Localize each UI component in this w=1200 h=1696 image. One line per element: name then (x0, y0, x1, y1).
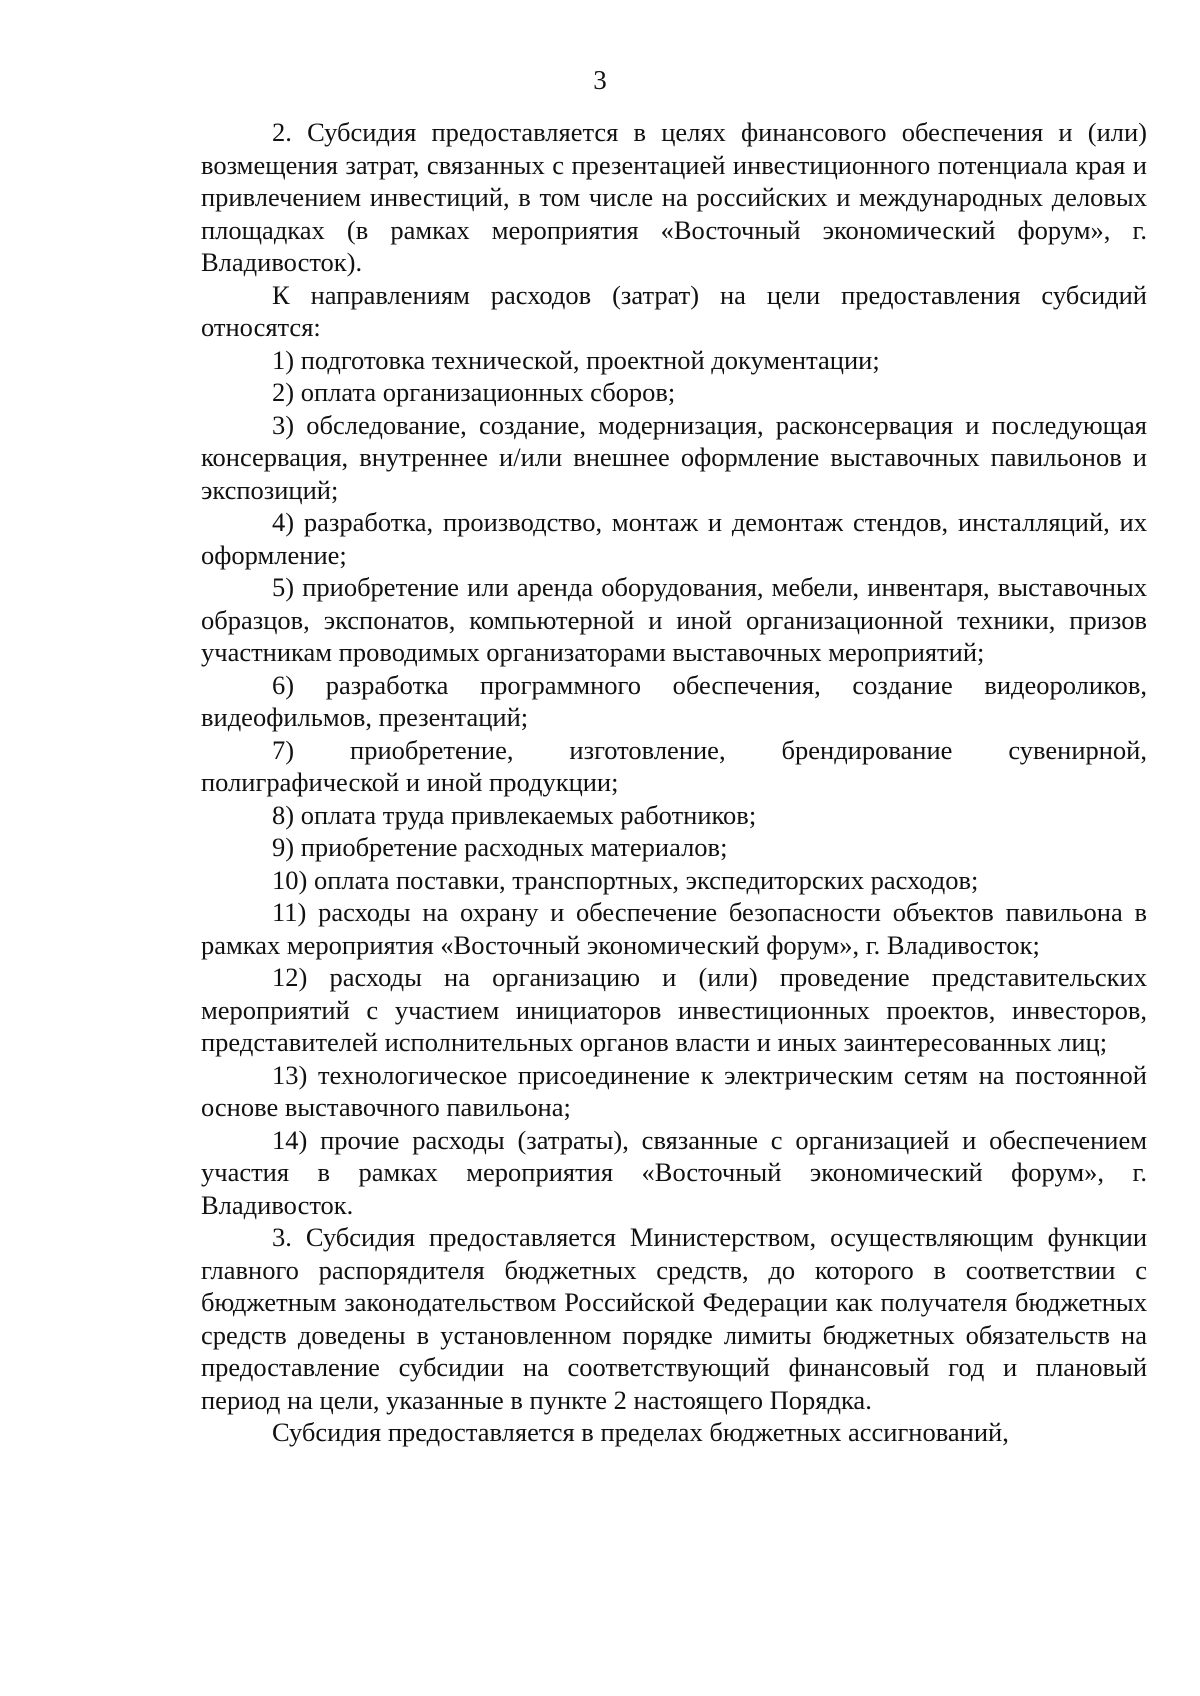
paragraph-subsidy-limits: Субсидия предоставляется в пределах бюджетных ассигнований, (272, 1417, 1009, 1447)
list-item-6: 6) разработка программного обеспечения, создание видеороликов, видеофильмов, презентаций; (201, 669, 1147, 732)
document-body (201, 116, 1147, 1449)
list-item-9: 9) приобретение расходных материалов; (272, 832, 728, 862)
list-item-5: 5) приобретение или аренда оборудования, мебели, инвентаря, выставочных образцов, экспонатов, компьютерной и иной организационной техники, призов участникам проводимых организаторами выставочных мероприятий; (201, 572, 1147, 667)
list-item-13: 13) технологическое присоединение к электрическим сетям на постоянной основе выставочного павильона; (201, 1059, 1147, 1122)
paragraph-subsidy-purpose: 2. Субсидия предоставляется в целях финансового обеспечения и (или) возмещения затрат, связанных с презентацией инвестиционного потенциала края и привлечением инвестиций, в том числе на российских и международных деловых площадках (в рамках мероприятия «Восточный экономический форум», г. Владивосток). (201, 117, 1147, 277)
list-item-4: 4) разработка, производство, монтаж и демонтаж стендов, инсталляций, их оформление; (201, 507, 1147, 570)
list-item-10: 10) оплата поставки, транспортных, экспедиторских расходов; (272, 864, 979, 895)
list-item-12: 12) расходы на организацию и (или) проведение представительских мероприятий с участием инициаторов инвестиционных проектов, инвесторов, представителей исполнительных органов власти и иных заинтересованных лиц; (201, 962, 1147, 1057)
page-number: 3 (593, 65, 607, 95)
list-item-3: 3) обследование, создание, модернизация, расконсервация и последующая консервация, внутреннее и/или внешнее оформление выставочных павильонов и экспозиций; (201, 409, 1147, 505)
list-item-14: 14) прочие расходы (затраты), связанные с организацией и обеспечением участия в рамках мероприятия «Восточный экономический форум», г. Владивосток. (201, 1124, 1147, 1220)
paragraph-expense-directions: К направлениям расходов (затрат) на цели предоставления субсидий относятся: (201, 279, 1147, 342)
paragraph-subsidy-ministry: 3. Субсидия предоставляется Министерством, осуществляющим функции главного распорядителя бюджетных средств, до которого в соответствии с бюджетным законодательством Российской Федерации как получателя бюджетных средств доведены в установленном порядке лимиты бюджетных обязательств на предоставление субсидии на соответствующий финансовый год и плановый период на цели, указанные в пункте 2 настоящего Порядка. (201, 1222, 1147, 1415)
list-item-1: 1) подготовка технической, проектной документации; (272, 344, 880, 375)
list-item-7: 7) приобретение, изготовление, брендирование сувенирной, полиграфической и иной продукции; (201, 734, 1147, 797)
list-item-11: 11) расходы на охрану и обеспечение безопасности объектов павильона в рамках мероприятия «Восточный экономический форум», г. Владивосток; (201, 897, 1147, 960)
list-item-8: 8) оплата труда привлекаемых работников; (272, 799, 757, 830)
list-item-2: 2) оплата организационных сборов; (272, 377, 676, 407)
